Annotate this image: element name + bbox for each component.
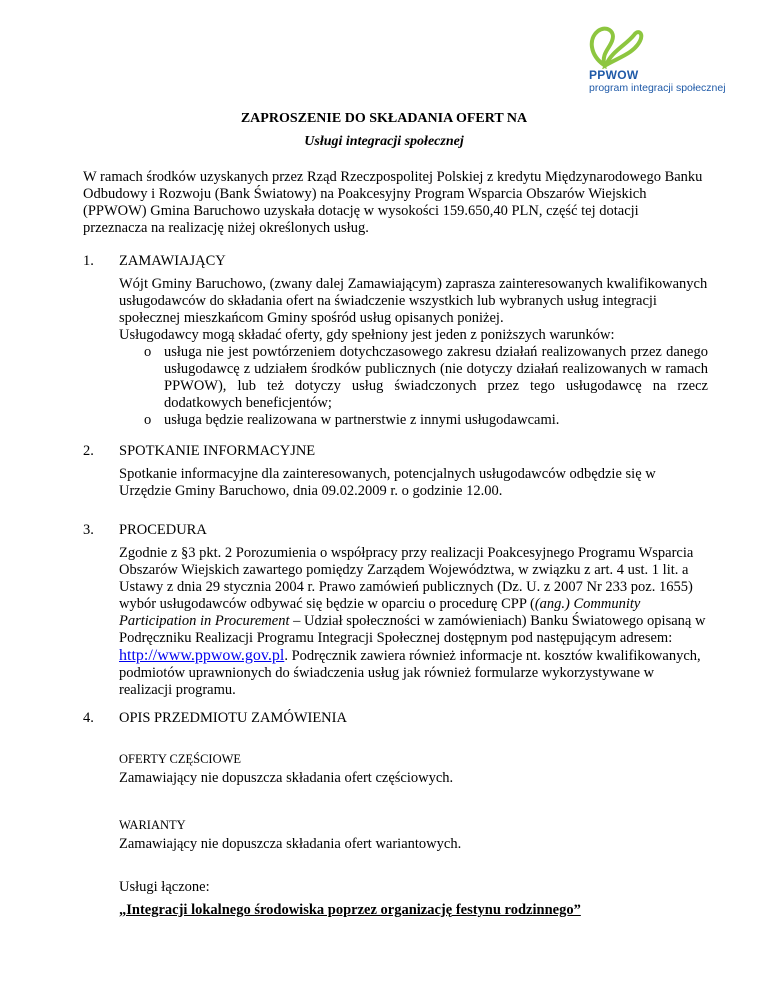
ppwow-logo xyxy=(582,25,726,95)
list-item-text: usługa będzie realizowana w partnerstwie z innymi usługodawcami. xyxy=(164,412,560,428)
section-1-conditions-intro: Usługodawcy mogą składać oferty, gdy spełniony jest jeden z poniższych warunków: xyxy=(119,327,615,343)
section-4-heading xyxy=(83,710,347,727)
section-number: 2. xyxy=(83,443,94,459)
section-number: 1. xyxy=(83,253,94,269)
intro-paragraph: W ramach środków uzyskanych przez Rząd Rzeczpospolitej Polskiej z kredytu Międzynarodowego Banku Odbudowy i Rozwoju (Bank Światowy) na Poakcesyjny Program Wsparcia Obszarów Wiejskich (PPWOW) Gmina Baruchowo uzyskała dotację w wysokości 159.650,40 PLN, część tej dotacji przeznacza na realizację niżej określonych usług. xyxy=(83,169,703,236)
ppwow-website-link[interactable]: http://www.ppwow.gov.pl xyxy=(119,647,285,664)
section-1-paragraph: Wójt Gminy Baruchowo, (zwany dalej Zamawiającym) zaprasza zainteresowanych kwalifikowanych usługodawców do składania ofert na świadczenie wszystkich lub wybranych usług integracji społecznej mieszkańcom Gminy spośród usług opisanych poniżej. xyxy=(119,276,708,326)
partial-offers-text: Zamawiający nie dopuszcza składania ofert częściowych. xyxy=(119,770,454,786)
list-item-text: usługa nie jest powtórzeniem dotychczasowego zakresu działań realizowanych przez danego usługodawcę z udziałem środków publicznych (nie dotyczy działań realizowanych w ramach PPWOW), lub też dotyczy usług świadczonych przez tego usługodawcę na rzecz dodatkowych beneficjentów; xyxy=(164,344,708,411)
section-title: SPOTKANIE INFORMACYJNE xyxy=(119,443,316,459)
list-item xyxy=(144,344,708,412)
section-1-heading xyxy=(83,253,226,270)
section-3-heading xyxy=(83,522,207,539)
bullet-marker: o xyxy=(144,412,152,428)
section-title: OPIS PRZEDMIOTU ZAMÓWIENIA xyxy=(119,710,347,726)
section-number: 4. xyxy=(83,710,94,726)
procedure-text-c: . Podręcznik zawiera również informacje nt. kosztów kwalifikowanych, podmiotów uprawnionych do świadczenia usług jak również formularze wykorzystywane w realizacji programu. xyxy=(119,648,701,698)
section-3-paragraph xyxy=(119,545,709,699)
procedure-text-b: – Udział społeczności w zamówieniach) Banku Światowego opisaną w Podręczniku Realizacji Programu Integracji Społecznej dostępnym pod następującym adresem: xyxy=(119,613,706,646)
variants-heading: WARIANTY xyxy=(119,818,186,832)
page-subtitle: Usługi integracji społecznej xyxy=(304,134,464,149)
page-title: ZAPROSZENIE DO SKŁADANIA OFERT NA xyxy=(240,111,528,126)
section-2-paragraph: Spotkanie informacyjne dla zainteresowanych, potencjalnych usługodawców odbędzie się w Urzędzie Gminy Baruchowo, dnia 09.02.2009 r. o godzinie 12.00. xyxy=(119,466,656,499)
procedure-text-italic: (ang.) Community Participation in Procurement xyxy=(119,596,641,629)
section-number: 3. xyxy=(83,522,94,538)
section-2-heading xyxy=(83,443,315,460)
section-title: PROCEDURA xyxy=(119,522,207,538)
services-label: Usługi łączone: xyxy=(119,879,210,895)
partial-offers-heading: OFERTY CZĘŚCIOWE xyxy=(119,752,242,766)
logo-leaf-icon xyxy=(582,25,652,69)
logo-title: PPWOW xyxy=(589,68,639,82)
section-title: ZAMAWIAJĄCY xyxy=(119,253,226,269)
bullet-marker: o xyxy=(144,344,152,360)
logo-tagline: program integracji społecznej xyxy=(589,82,726,94)
list-item xyxy=(144,412,708,429)
services-title: „Integracji lokalnego środowiska poprzez organizację festynu rodzinnego” xyxy=(119,902,581,918)
procedure-text-a: Zgodnie z §3 pkt. 2 Porozumienia o współpracy przy realizacji Poakcesyjnego Programu Wsparcia Obszarów Wiejskich zawartego pomiędzy Zarządem Województwa, w związku z art. 4 ust. 1 lit. a Ustawy z dnia 29 stycznia 2004 r. Prawo zamówień publicznych (Dz. U. z 2007 Nr 233 poz. 1655) wybór usługodawców odbywać się będzie w oparciu o procedurę CPP ( xyxy=(119,545,694,612)
variants-text: Zamawiający nie dopuszcza składania ofert wariantowych. xyxy=(119,836,462,852)
